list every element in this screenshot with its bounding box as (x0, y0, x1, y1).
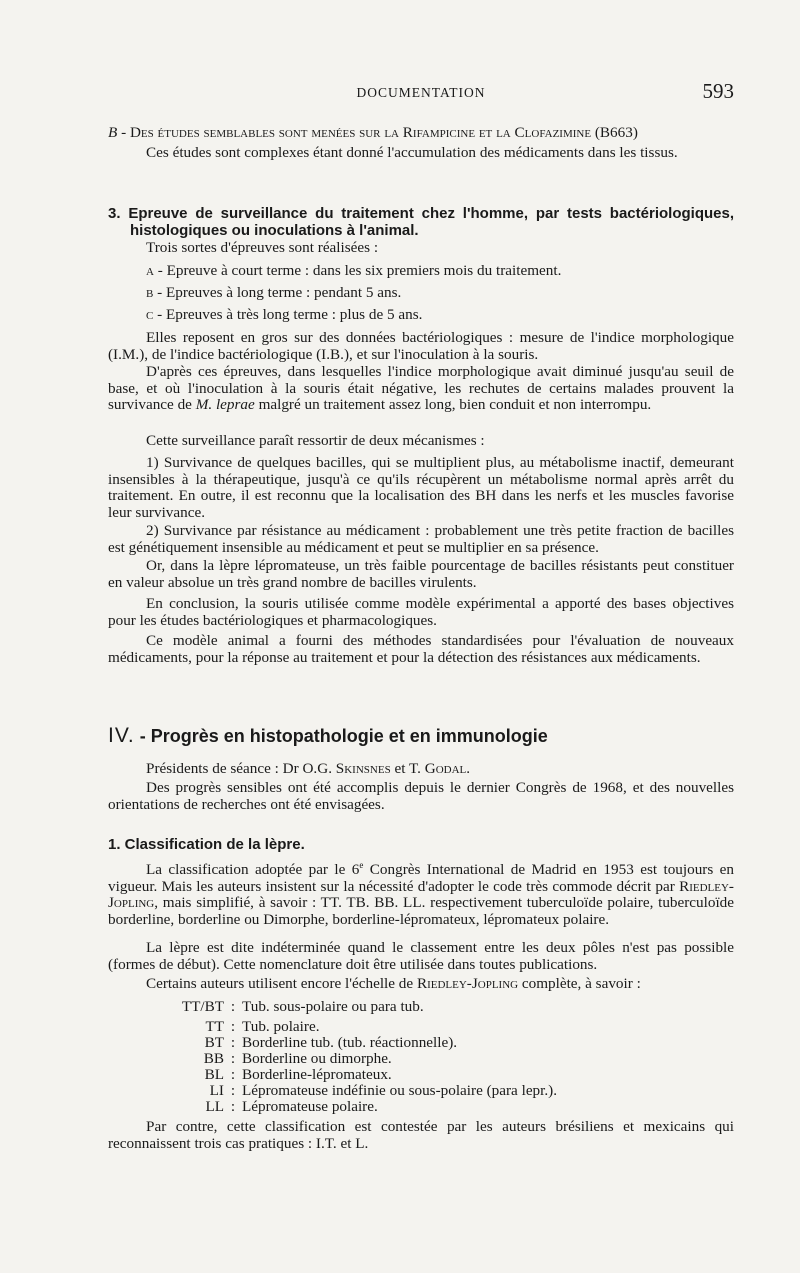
presidents-mid: et T. (394, 760, 421, 777)
section-3-paragraph-5: 2) Survivance par résistance au médicament : probablement une très petite fraction de bacilles est génétiquement insensible au médicament et peut se multiplier en sa présence. (108, 522, 734, 556)
item-a-letter: a (146, 262, 154, 279)
class-desc: Borderline-lépromateux. (242, 1066, 392, 1083)
running-title: DOCUMENTATION (356, 85, 486, 100)
s1p1-sup: e (359, 860, 364, 870)
page-number: 593 (702, 79, 734, 103)
item-a-text: Epreuve à court terme : dans les six premiers mois du traitement. (166, 262, 562, 279)
item-b-letter: b (146, 284, 154, 301)
s1p1-c: mais simplifié, à savoir : TT. TB. BB. LL. respectivement tuberculoïde polaire, tuberculoïde borderline, borderline ou Dimorphe, borderline-lépromateux, lépromateux polaire. (108, 894, 735, 928)
part-4-title: - Progrès en histopathologie et en immunologie (139, 726, 548, 746)
p2-species: M. leprae (195, 396, 255, 414)
section-3-paragraph-1: Elles reposent en gros sur des données bactériologiques : mesure de l'indice morphologique (I.M.), de l'indice bactériologique (I.B.), et sur l'inoculation à la souris. (108, 329, 734, 363)
part-4-roman: IV. (108, 724, 135, 747)
class-code: LL (205, 1098, 224, 1115)
p2-after: malgré un traitement assez long, bien conduit et non interrompu. (258, 396, 652, 414)
section-b-text: Ces études sont complexes étant donné l'accumulation des médicaments dans les tissus. (146, 144, 678, 161)
section-1-paragraph-3 (108, 976, 734, 993)
s1p1-a: La classification adoptée par le 6 (146, 861, 360, 879)
classification-row: BL : Borderline-lépromateux. (164, 1067, 392, 1083)
class-code: TT/BT (181, 998, 224, 1015)
s1p3-name: Riedley-Jopling (416, 975, 519, 992)
section-3-heading (108, 205, 734, 239)
section-3-paragraph-6: Or, dans la lèpre lépromateuse, un très faible pourcentage de bacilles résistants peut constituer en valeur absolue un très grand nombre de bacilles virulents. (108, 557, 734, 591)
item-c-text: Epreuves à très long terme : plus de 5 ans. (166, 306, 423, 323)
class-desc: Lépromateuse polaire. (242, 1098, 378, 1115)
epreuve-item-c: c - Epreuves à très long terme : plus de 5 ans. (146, 306, 423, 323)
classification-row: TT/BT : Tub. sous-polaire ou para tub. (164, 999, 424, 1015)
section-b-title-text: Des études semblables sont menées sur la Rifampicine et la Clofazimine (B663) (129, 124, 638, 141)
section-3-paragraph-8: Ce modèle animal a fourni des méthodes standardisées pour l'évaluation de nouveaux médicaments, pour la réponse au traitement et pour la détection des résistances aux médicaments. (108, 632, 734, 666)
s1p1-b: Congrès International de Madrid en 1953 est toujours en vigueur. Mais les auteurs insistent sur la nécessité d'adopter le code très commode décrit par (108, 861, 735, 895)
president-2: Godal. (424, 760, 471, 777)
section-3-paragraph-4: 1) Survivance de quelques bacilles, qui se multiplient plus, au métabolisme inactif, demeurant insensibles à la thérapeutique, jusqu'à ce qu'ils récupèrent un métabolisme normal après arrêt du traitement. En outre, il est reconnu que la localisation des BH dans les nerfs et les muscles favorise leur survivance. (108, 454, 734, 521)
item-c-letter: c (146, 306, 154, 323)
classification-row: BT : Borderline tub. (tub. réactionnelle). (164, 1035, 457, 1051)
section-3-intro: Trois sortes d'épreuves sont réalisées : (146, 239, 379, 256)
classification-row: LL : Lépromateuse polaire. (164, 1099, 378, 1115)
class-code: BT (204, 1034, 224, 1051)
section-1-paragraph-2: La lèpre est dite indéterminée quand le classement entre les deux pôles n'est pas possible (formes de début). Cette nomenclature doit être utilisée dans toutes publications. (108, 939, 734, 973)
class-code: BB (203, 1050, 224, 1067)
part-4-paragraph-1: Des progrès sensibles ont été accomplis depuis le dernier Congrès de 1968, et des nouvelles orientations de recherches ont été envisagées. (108, 779, 734, 813)
item-b-text: Epreuves à long terme : pendant 5 ans. (166, 284, 402, 301)
page-header (108, 79, 734, 115)
s1p3-b: complète, à savoir : (521, 975, 641, 992)
section-1-heading: 1. Classification de la lèpre. (108, 836, 305, 853)
classification-row: TT : Tub. polaire. (164, 1019, 320, 1035)
part-4-heading (108, 724, 734, 748)
section-b-title: B - Des études semblables sont menées sur la Rifampicine et la Clofazimine (B663) (108, 124, 638, 141)
s1p1-name: Riedley-Jopling, (108, 877, 734, 912)
section-3-paragraph-3: Cette surveillance paraît ressortir de deux mécanismes : (146, 432, 485, 449)
section-1-paragraph-4: Par contre, cette classification est contestée par les auteurs brésiliens et mexicains qui reconnaissent trois cas pratiques : I.T. et L. (108, 1118, 734, 1152)
section-3-heading-text: 3. Epreuve de surveillance du traitement chez l'homme, par tests bactériologiques, histologiques ou inoculations à l'animal. (108, 205, 734, 239)
class-code: TT (205, 1018, 224, 1035)
class-code: LI (209, 1082, 224, 1099)
s1p3-a: Certains auteurs utilisent encore l'échelle de (146, 975, 414, 992)
president-1: Skinsnes (335, 760, 391, 777)
class-desc: Tub. sous-polaire ou para tub. (242, 998, 424, 1015)
class-desc: Borderline ou dimorphe. (242, 1050, 392, 1067)
p2-before: D'après ces épreuves, dans lesquelles l'indice morphologique avait diminué jusqu'au seuil de base, et où l'inoculation à la souris était négative, les rechutes de certains malades prouvent la survivance de (108, 363, 734, 414)
session-presidents (146, 761, 734, 778)
section-3-paragraph-2 (108, 364, 734, 414)
epreuve-item-a: a - Epreuve à court terme : dans les six premiers mois du traitement. (146, 262, 562, 279)
classification-row: LI : Lépromateuse indéfinie ou sous-polaire (para lepr.). (164, 1083, 557, 1099)
classification-row: BB : Borderline ou dimorphe. (164, 1051, 392, 1067)
class-desc: Borderline tub. (tub. réactionnelle). (242, 1034, 458, 1051)
presidents-label: Présidents de séance : Dr O.G. (146, 760, 332, 777)
section-1-paragraph-1 (108, 857, 734, 928)
section-b-letter: B (108, 124, 118, 141)
epreuve-item-b: b - Epreuves à long terme : pendant 5 ans. (146, 284, 402, 301)
class-code: BL (204, 1066, 224, 1083)
class-desc: Lépromateuse indéfinie ou sous-polaire (para lepr.). (242, 1082, 558, 1099)
section-3-paragraph-7: En conclusion, la souris utilisée comme modèle expérimental a apporté des bases objectives pour les études bactériologiques et pharmacologiques. (108, 595, 734, 629)
class-desc: Tub. polaire. (242, 1018, 320, 1035)
